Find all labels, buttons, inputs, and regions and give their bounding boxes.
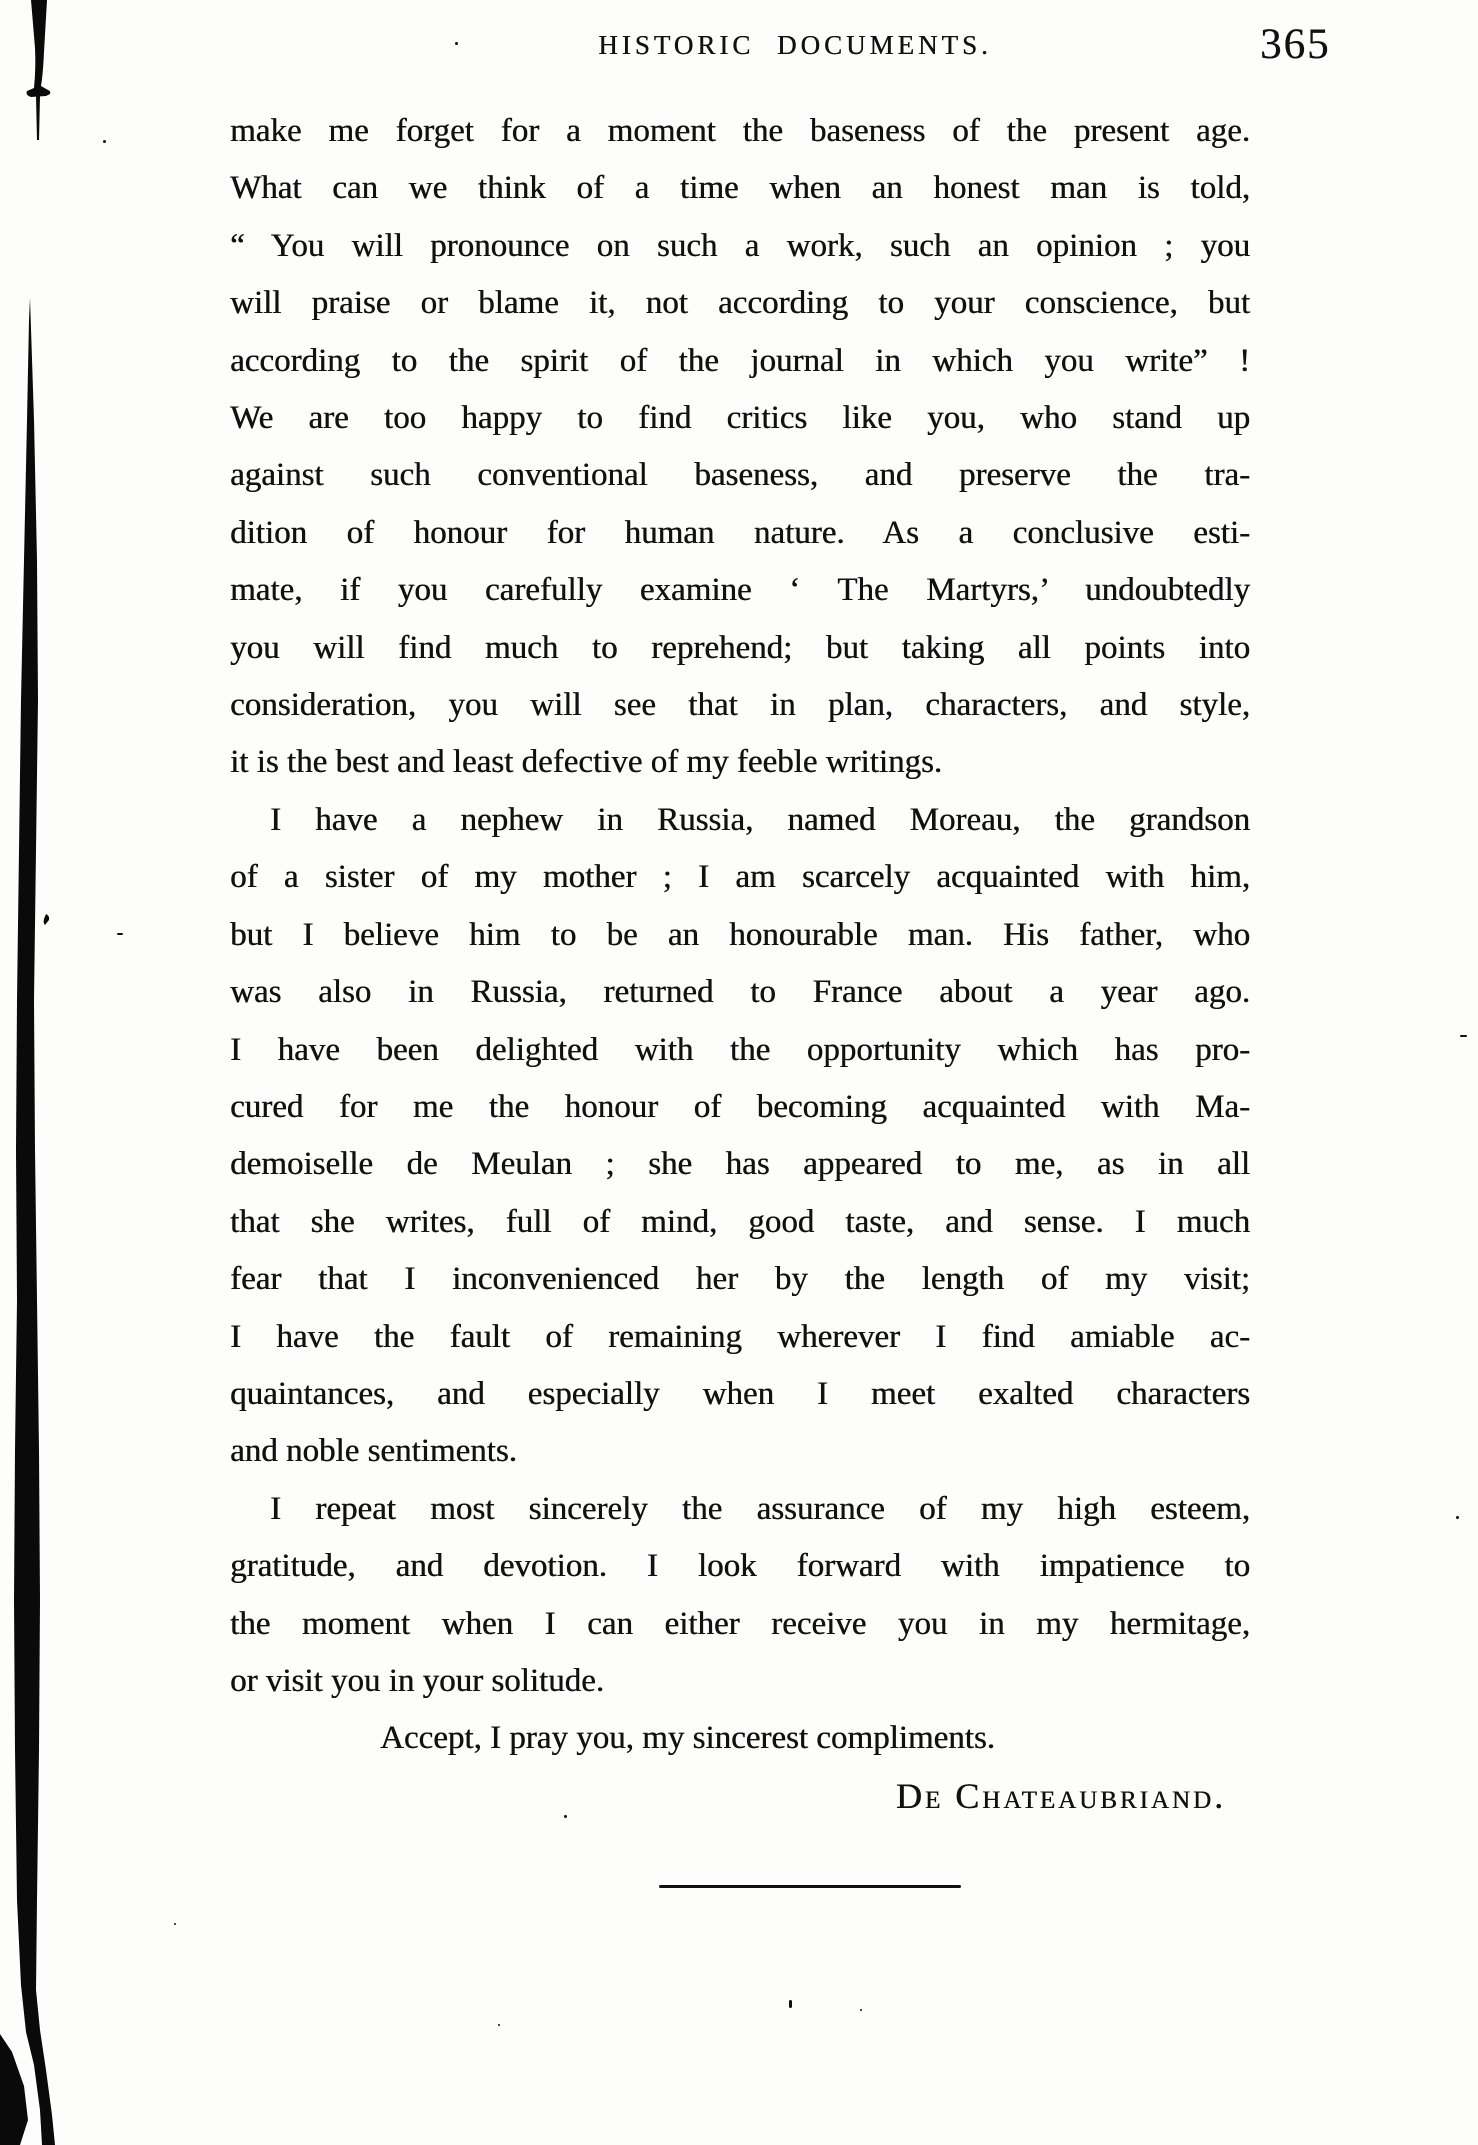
- body-line: I have the fault of remaining wherever I find amiable ac-: [230, 1318, 1250, 1355]
- scan-binding-artifact: [0, 0, 70, 2145]
- page-number: 365: [1260, 21, 1331, 68]
- body-line: dition of honour for human nature. As a conclusive esti-: [230, 514, 1250, 551]
- body-line paragraph-end: or visit you in your solitude.: [230, 1662, 604, 1699]
- page-header-title: HISTORIC DOCUMENTS.: [598, 30, 992, 60]
- body-line: according to the spirit of the journal in which you write” !: [230, 342, 1250, 379]
- body-line: was also in Russia, returned to France about a year ago.: [230, 974, 1250, 1011]
- body-line: but I believe him to be an honourable man. His father, who: [230, 916, 1250, 953]
- body-line: the moment when I can either receive you in my hermitage,: [230, 1605, 1250, 1642]
- ink-speck: [860, 2009, 862, 2011]
- body-line: cured for me the honour of becoming acquainted with Ma-: [230, 1088, 1250, 1125]
- ink-speck: [564, 1815, 567, 1818]
- body-line: gratitude, and devotion. I look forward with impatience to: [230, 1548, 1250, 1585]
- body-line: of a sister of my mother ; I am scarcely acquainted with him,: [230, 859, 1250, 896]
- body-line paragraph-start: I have a nephew in Russia, named Moreau, the grandson: [270, 801, 1250, 838]
- ink-speck: [174, 1923, 176, 1925]
- body-line: you will find much to reprehend; but taking all points into: [230, 629, 1250, 666]
- ink-speck: [455, 42, 458, 45]
- body-line: demoiselle de Meulan ; she has appeared to me, as in all: [230, 1146, 1250, 1183]
- body-line paragraph-end: and noble sentiments.: [230, 1433, 517, 1470]
- section-divider-rule: [659, 1885, 961, 1888]
- body-line paragraph-end: it is the best and least defective of my feeble writings.: [230, 744, 943, 781]
- body-line: “ You will pronounce on such a work, such an opinion ; you: [230, 227, 1250, 264]
- body-line: make me forget for a moment the baseness of the present age.: [230, 113, 1250, 149]
- ink-speck: [1456, 1516, 1459, 1519]
- closing-line: Accept, I pray you, my sincerest compliments.: [380, 1720, 995, 1757]
- ink-speck: [1460, 1035, 1467, 1037]
- body-line: What can we think of a time when an honest man is told,: [230, 170, 1250, 207]
- body-line: quaintances, and especially when I meet exalted characters: [230, 1375, 1250, 1412]
- body-line: that she writes, full of mind, good taste, and sense. I much: [230, 1203, 1250, 1240]
- body-line: will praise or blame it, not according to your conscience, but: [230, 285, 1250, 322]
- ink-speck: [498, 2024, 500, 2026]
- body-line: mate, if you carefully examine ‘ The Martyrs,’ undoubtedly: [230, 572, 1250, 609]
- signature-line: De Chateaubriand.: [895, 1775, 1226, 1816]
- body-line: I have been delighted with the opportunity which has pro-: [230, 1031, 1250, 1068]
- body-line paragraph-start: I repeat most sincerely the assurance of my high esteem,: [270, 1490, 1250, 1527]
- ink-speck: [789, 2000, 792, 2008]
- ink-speck: [103, 140, 106, 143]
- body-line: against such conventional baseness, and preserve the tra-: [230, 457, 1250, 494]
- body-line: We are too happy to find critics like you, who stand up: [230, 400, 1250, 437]
- body-line: consideration, you will see that in plan, characters, and style,: [230, 687, 1250, 724]
- body-line: fear that I inconvenienced her by the length of my visit;: [230, 1261, 1250, 1298]
- ink-speck: [117, 933, 123, 935]
- letter-text-block: [230, 103, 1250, 1825]
